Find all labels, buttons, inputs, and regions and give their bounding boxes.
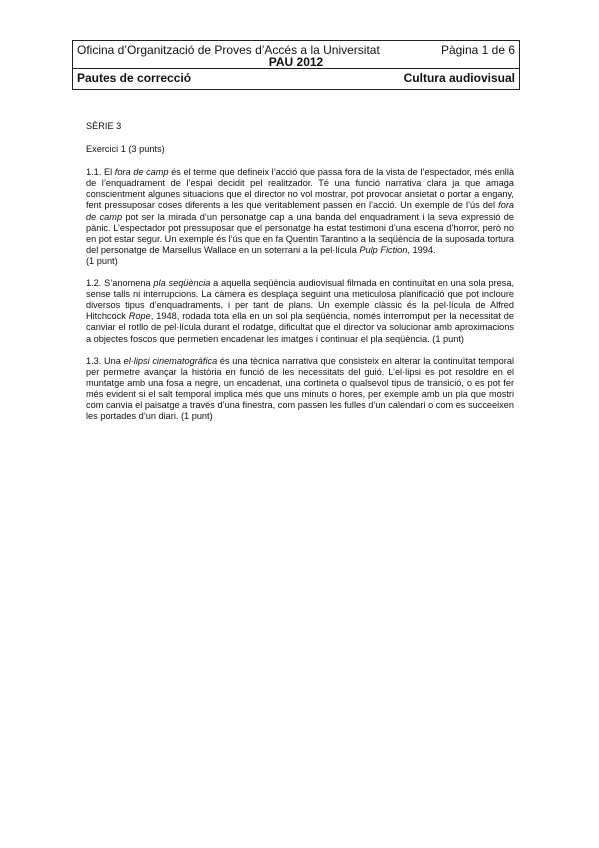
q1-text-part1: 1.1. El [86, 167, 115, 178]
q3-text-part2: és una tècnica narrativa que consisteix en alterar la continuïtat temporal per permetre avançar la història en funció de les necessitats del guió. L’el·lipsi es pot resoldre en el muntatge amb una fosa a negre, un encadenat, una cortineta o qualsevol tipus de transició, o es pot fer més evident si el salt temporal implica més que uns minuts o hores, per exemple amb un pla que mostri com canvia el paisatge a través d’una finestra, com passen les fulles d’un calendari o com es succeeixen les portades d’un diari. (1 punt) [86, 355, 514, 422]
header-divider [73, 68, 519, 69]
question-1-2 [86, 278, 514, 345]
q1-term-2: fora de camp [86, 200, 514, 222]
document-type: Pautes de correcció [77, 71, 192, 85]
q3-term: el·lipsi cinematogràfica [123, 355, 218, 366]
question-1-1 [86, 167, 514, 256]
q2-text-part3: , 1948, rodada tota ella en un sol pla seqüència, només interromput per la necessitat de canviar el rotllo de pel·lícula durant el rodatge, dificultat que el director va solucionar amb aproximacions a objectes foscos que permetien encadenar les imatges i continuar el pla seqüència. (1 punt) [86, 311, 514, 344]
document-body [86, 121, 514, 433]
q1-term: fora de camp [114, 167, 169, 178]
q2-film-title: Rope [128, 311, 151, 322]
q1-text-part2: és el terme que defineix l’acció que passa fora de la vista de l’espectador, més enllà de l’enquadrament de l’espai decidit pel realitzador. Té una funció narrativa clara ja que amaga conscientment algunes situacions que el director no vol mostrar, pot provocar ansietat o portar a engany, fent pressuposar coses diferents a les que veritablement passen en l’acció. Un exemple de l’ús del [86, 167, 515, 211]
series-label: SÈRIE 3 [86, 121, 122, 131]
question-1-3 [86, 356, 514, 423]
header-bottom-row [77, 71, 515, 85]
q1-film-title: Pulp Fiction [359, 244, 408, 255]
q2-term: pla seqüència [153, 278, 211, 289]
exercise-title: Exercici 1 (3 punts) [86, 144, 165, 155]
q2-text-part1: 1.2. S’anomena [86, 278, 154, 289]
q1-text-part4: , 1994. [407, 244, 436, 255]
page-number: Pàgina 1 de 6 [440, 43, 515, 57]
page-header [72, 40, 520, 90]
exam-name: PAU 2012 [268, 55, 324, 69]
subject-name: Cultura audiovisual [403, 71, 515, 85]
q2-text-part2: a aquella seqüència audiovisual filmada en continuïtat en una sola presa, sense talls ni interrupcions. La càmera es desplaça seguint una meticulosa planificació que pot incloure diversos tipus d’enquadraments, i per tant de plans. Un exemple clàssic és la pel·lícula de Alfred Hitchcock [86, 278, 514, 322]
q3-text-part1: 1.3. Una [86, 355, 124, 366]
q1-points: (1 punt) [86, 255, 118, 266]
office-name: Oficina d’Organització de Proves d’Accés a la Universitat [77, 43, 380, 57]
q1-text-part3: pot ser la mirada d’un personatge cap a una banda del enquadrament i la seva expressió de pànic. L’espectador pot pressuposar que el personatge ha estat testimoni d’una escena d’horror, però no en pot estar segur. Un exemple és l’ús que en fa Quentin Tarantino a la seqüència de la suposada tortura del personatge de Marsellus Wallace en un soterrani a la pel·lícula [86, 211, 514, 255]
